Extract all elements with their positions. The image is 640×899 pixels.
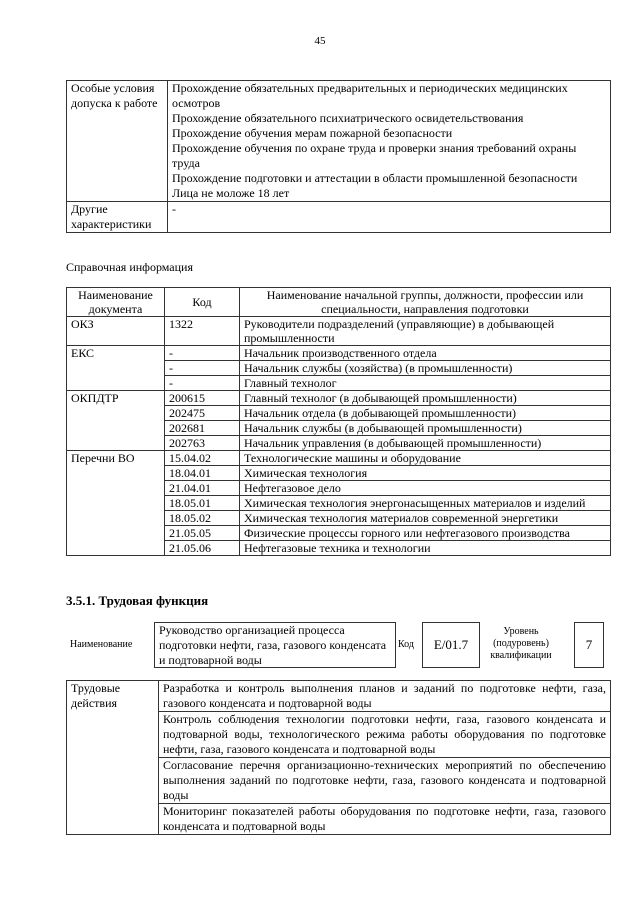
table-row (67, 202, 611, 233)
code-cell: 21.05.05 (165, 526, 240, 541)
qualification-level-value: 7 (574, 622, 604, 668)
table-row (67, 451, 611, 466)
reference-table (66, 287, 611, 556)
labor-function-header (66, 622, 611, 668)
header-code: Код (165, 288, 240, 317)
name-cell: Химическая технология материалов современной энергетики (240, 511, 611, 526)
name-cell: Физические процессы горного или нефтегазового производства (240, 526, 611, 541)
row-label: Особые условия допуска к работе (67, 81, 168, 202)
name-cell: Начальник управления (в добывающей промышленности) (240, 436, 611, 451)
doc-cell: ОКПДТР (67, 391, 165, 451)
page-number: 45 (314, 35, 326, 47)
admission-conditions-table (66, 80, 611, 233)
code-cell: 21.04.01 (165, 481, 240, 496)
function-name-label: Наименование (70, 639, 133, 650)
name-cell: Химическая технология (240, 466, 611, 481)
name-cell: Химическая технология энергонасыщенных материалов и изделий (240, 496, 611, 511)
table-row (67, 681, 611, 712)
qualification-level-label: Уровень (подуровень) квалификации (490, 626, 552, 661)
header-row (67, 288, 611, 317)
row-value (168, 81, 611, 202)
condition-line: Лица не моложе 18 лет (172, 186, 290, 200)
code-cell: - (165, 346, 240, 361)
code-cell: 1322 (165, 317, 240, 346)
name-cell: Главный технолог (240, 376, 611, 391)
code-cell: 202475 (165, 406, 240, 421)
doc-cell: Перечни ВО (67, 451, 165, 556)
reference-title: Справочная информация (66, 260, 193, 274)
code-cell: 200615 (165, 391, 240, 406)
code-cell: - (165, 361, 240, 376)
code-cell: 18.05.02 (165, 511, 240, 526)
action-item: Разработка и контроль выполнения планов и заданий по подготовке нефти, газа, газового конденсата и подтоварной воды (159, 681, 611, 712)
code-cell: - (165, 376, 240, 391)
doc-cell: ОКЗ (67, 317, 165, 346)
doc-cell: ЕКС (67, 346, 165, 391)
name-cell: Начальник службы (хозяйства) (в промышленности) (240, 361, 611, 376)
condition-line: Прохождение обучения по охране труда и проверки знания требований охраны труда (172, 141, 577, 170)
function-code-label: Код (398, 639, 414, 650)
condition-line: Прохождение подготовки и аттестации в области промышленной безопасности (172, 171, 578, 185)
name-cell: Нефтегазовые техника и технологии (240, 541, 611, 556)
table-row (67, 346, 611, 361)
row-label: Другие характеристики (67, 202, 168, 233)
condition-line: Прохождение обучения мерам пожарной безопасности (172, 126, 453, 140)
action-item: Мониторинг показателей работы оборудования по подготовке нефти, газа, газового конденсата и подтоварной воды (159, 804, 611, 835)
function-code-value: E/01.7 (422, 622, 480, 668)
name-cell: Руководители подразделений (управляющие) в добывающей промышленности (240, 317, 611, 346)
table-row (67, 81, 611, 202)
row-value: - (168, 202, 611, 233)
condition-line: Прохождение обязательного психиатрического освидетельствования (172, 111, 524, 125)
code-cell: 21.05.06 (165, 541, 240, 556)
code-cell: 18.05.01 (165, 496, 240, 511)
code-cell: 18.04.01 (165, 466, 240, 481)
function-name-value: Руководство организацией процесса подготовки нефти, газа, газового конденсата и подтоварной воды (154, 622, 396, 668)
code-cell: 202681 (165, 421, 240, 436)
name-cell: Главный технолог (в добывающей промышленности) (240, 391, 611, 406)
code-cell: 15.04.02 (165, 451, 240, 466)
table-row (67, 317, 611, 346)
actions-label: Трудовые действия (67, 681, 159, 835)
name-cell: Начальник службы (в добывающей промышленности) (240, 421, 611, 436)
code-cell: 202763 (165, 436, 240, 451)
name-cell: Нефтегазовое дело (240, 481, 611, 496)
condition-line: Прохождение обязательных предварительных и периодических медицинских осмотров (172, 81, 568, 110)
header-doc: Наименование документа (67, 288, 165, 317)
action-item: Согласование перечня организационно-технических мероприятий по обеспечению выполнения заданий по подготовке нефти, газа, газового конденсата и подтоварной воды (159, 758, 611, 804)
section-title: 3.5.1. Трудовая функция (66, 593, 209, 608)
header-name: Наименование начальной группы, должности, профессии или специальности, направления подготовки (240, 288, 611, 317)
labor-actions-table (66, 680, 611, 835)
name-cell: Начальник производственного отдела (240, 346, 611, 361)
table-row (67, 391, 611, 406)
action-item: Контроль соблюдения технологии подготовки нефти, газа, газового конденсата и подтоварной воды, технологического режима работы оборудования по подготовке нефти, газа, газового конденсата и подтоварной воды (159, 712, 611, 758)
name-cell: Начальник отдела (в добывающей промышленности) (240, 406, 611, 421)
name-cell: Технологические машины и оборудование (240, 451, 611, 466)
